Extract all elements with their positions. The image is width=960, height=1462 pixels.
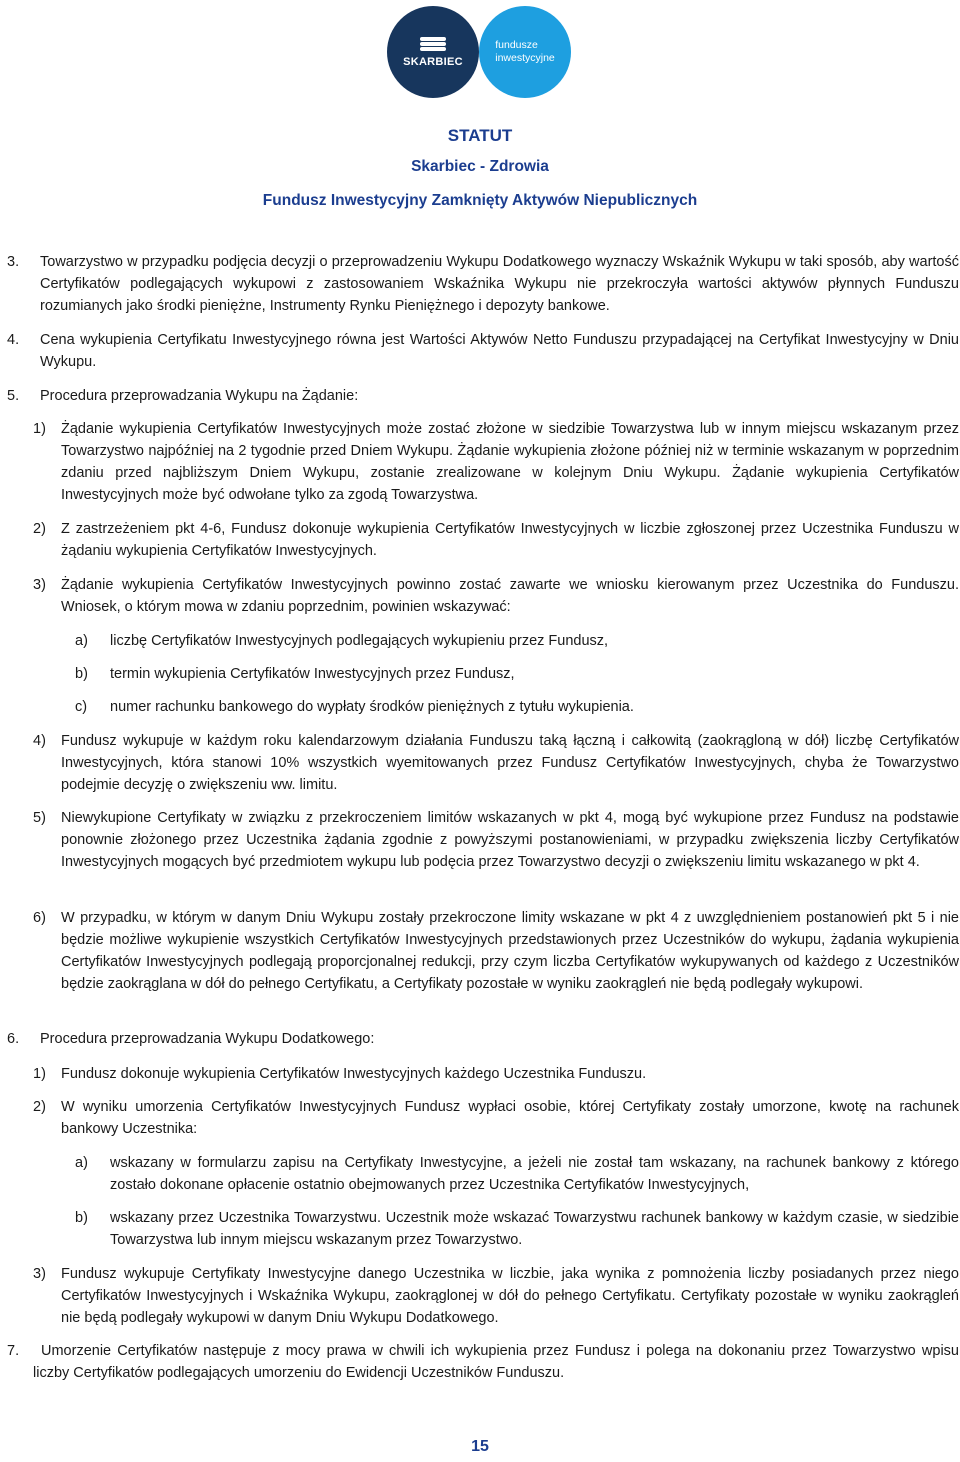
section-6-point-2-a: wskazany w formularzu zapisu na Certyfikaty Inwestycyjne, a jeżeli nie został tam wskazany, na rachunek bankowy z którego zostało dokonane opłacenie ostatnio obejmowanych przez Uczestnika Certyfikatów Inwestycyjnych, [110,1155,959,1193]
fundusze-logo [479,6,571,98]
section-6-point-2: W wyniku umorzenia Certyfikatów Inwestycyjnych Fundusz wypłaci osobie, której Certyfikaty zostały umorzone, kwotę na rachunek bankowy Uczestnika: [61,1099,959,1137]
section-6-point-2-b: wskazany przez Uczestnika Towarzystwu. Uczestnik może wskazać Towarzystwu rachunek bankowy w każdym czasie, w siedzibie Towarzystwa lub innym miejscu wskazanym przez Towarzystwo. [110,1210,959,1248]
point-number: 2) [33,1099,46,1115]
section-5-point-1: Żądanie wykupienia Certyfikatów Inwestycyjnych może zostać złożone w siedzibie Towarzystwa lub w innym miejscu wskazanym przez Towarzystwo najpóźniej na 2 tygodnie przed Dniem Wykupu. Żądanie wykupienia złożone później niż w terminie wskazanym w poprzednim zdaniu przed najbliższym Dniem Wykupu, zostanie zrealizowane w kolejnym Dniu Wykupu. Żądanie wykupienia Certyfikatów Inwestycyjnych może być odwołane tylko za zgodą Towarzystwa. [61,421,959,503]
point-number: 3) [33,577,46,593]
section-3-text: Towarzystwo w przypadku podjęcia decyzji o przeprowadzeniu Wykupu Dodatkowego wyznaczy Wskaźnik Wykupu w taki sposób, aby wartość Certyfikatów podlegających wykupowi z zastosowaniem Wskaźnika Wykupu nie przekroczyła wartości aktywów płynnych Funduszu rozumianych jako środki pieniężne, Instrumenty Rynku Pieniężnego i depozyty bankowe. [40,254,959,314]
section-number: 6. [7,1031,20,1047]
point-number: 1) [33,421,46,437]
section-5-text: Procedura przeprowadzania Wykupu na Żądanie: [40,388,359,404]
section-number: 5. [7,388,20,404]
section-5-point-3-a: liczbę Certyfikatów Inwestycyjnych podlegających wykupieniu przez Fundusz, [110,633,609,649]
point-number: 2) [33,521,46,537]
point-number: 5) [33,810,46,826]
section-5-point-6: W przypadku, w którym w danym Dniu Wykupu zostały przekroczone limity wskazane w pkt 4 z uwzględnieniem postanowień pkt 5 i nie będzie możliwe wykupienie wszystkich Certyfikatów Inwestycyjnych przedstawionych przez Uczestników do wykupu, żądania wykupienia Certyfikatów Inwestycyjnych podlegają proporcjonalnej redukcji, przy czym liczba Certyfikatów wykupywanych od każdego z Uczestników będzie zaokrąglana w dół do pełnego Certyfikatu, a Certyfikaty pozostałe w wyniku zaokrągleń nie będą podlegały wykupowi. [61,910,959,992]
fundusze-logo-line1: fundusze [495,39,538,51]
section-number: 3. [7,254,20,270]
skarbiec-s-logo-icon [418,36,448,52]
section-number: 7. [7,1343,20,1359]
section-5-point-3-b: termin wykupienia Certyfikatów Inwestycyjnych przez Fundusz, [110,666,515,682]
section-6-point-1: Fundusz dokonuje wykupienia Certyfikatów Inwestycyjnych każdego Uczestnika Funduszu. [61,1066,647,1082]
fund-type: Fundusz Inwestycyjny Zamknięty Aktywów Niepublicznych [262,192,698,209]
fund-name: Skarbiec - Zdrowia [411,158,549,175]
letter-number: a) [75,1155,88,1171]
section-7-text: Umorzenie Certyfikatów następuje z mocy prawa w chwili ich wykupienia przez Fundusz i polega na dokonaniu przez Towarzystwo wpisu liczby Certyfikatów podlegających umorzeniu do Ewidencji Uczestników Funduszu. [33,1343,959,1381]
letter-number: b) [75,1210,88,1226]
skarbiec-logo [387,6,479,98]
header-logos [0,6,960,100]
fundusze-logo-line2: inwestycyjne [495,52,555,64]
section-number: 4. [7,332,20,348]
section-5-point-4: Fundusz wykupuje w każdym roku kalendarzowym działania Funduszu taką łączną i całkowitą (zaokrągloną w dół) liczbę Certyfikatów Inwestycyjnych, która stanowi 10% wszystkich wyemitowanych przez Fundusz Certyfikatów Inwestycyjnych, chyba że Towarzystwo podejmie decyzję o zwiększeniu ww. limitu. [61,733,959,793]
document-heading [0,126,960,210]
point-number: 6) [33,910,46,926]
section-5-point-2: Z zastrzeżeniem pkt 4-6, Fundusz dokonuje wykupienia Certyfikatów Inwestycyjnych w liczbie zgłoszonej przez Uczestnika Funduszu w żądaniu wykupienia Certyfikatów Inwestycyjnych. [61,521,959,559]
point-number: 4) [33,733,46,749]
section-5-point-5: Niewykupione Certyfikaty w związku z przekroczeniem limitów wskazanych w pkt 4, mogą być wykupione przez Fundusz na podstawie ponownie złożonego przez Uczestnika żądania zgodnie z powyższymi postanowieniami, w przypadku zwiększenia liczby Certyfikatów Inwestycyjnych mogących być przedmiotem wykupu lub podęcia przez Towarzystwo decyzji o zwiększeniu limitu wskazanego w pkt 4. [61,810,959,870]
document-title: STATUT [447,126,513,145]
section-6-point-3: Fundusz wykupuje Certyfikaty Inwestycyjne danego Uczestnika w liczbie, jaka wynika z pomnożenia liczby posiadanych przez niego Certyfikatów Inwestycyjnych i Wskaźnika Wykupu, zaokrąglonej w dół do pełnego Certyfikatu. Certyfikaty pozostałe w wyniku zaokrągleń nie będą podlegały wykupowi w danym Dniu Wykupu Dodatkowego. [61,1266,959,1326]
section-4-text: Cena wykupienia Certyfikatu Inwestycyjnego równa jest Wartości Aktywów Netto Funduszu przypadającej na Certyfikat Inwestycyjny w Dniu Wykupu. [40,332,959,370]
section-5-point-3: Żądanie wykupienia Certyfikatów Inwestycyjnych powinno zostać zawarte we wniosku kierowanym przez Uczestnika do Funduszu. Wniosek, o którym mowa w zdaniu poprzednim, powinien wskazywać: [61,577,959,615]
skarbiec-brand-text: SKARBIEC [403,56,463,68]
point-number: 3) [33,1266,46,1282]
point-number: 1) [33,1066,46,1082]
letter-number: b) [75,666,88,682]
page-number: 15 [471,1438,489,1455]
letter-number: a) [75,633,88,649]
letter-number: c) [75,699,88,715]
section-6-text: Procedura przeprowadzania Wykupu Dodatkowego: [40,1031,375,1047]
section-5-point-3-c: numer rachunku bankowego do wypłaty środków pieniężnych z tytułu wykupienia. [110,699,634,715]
